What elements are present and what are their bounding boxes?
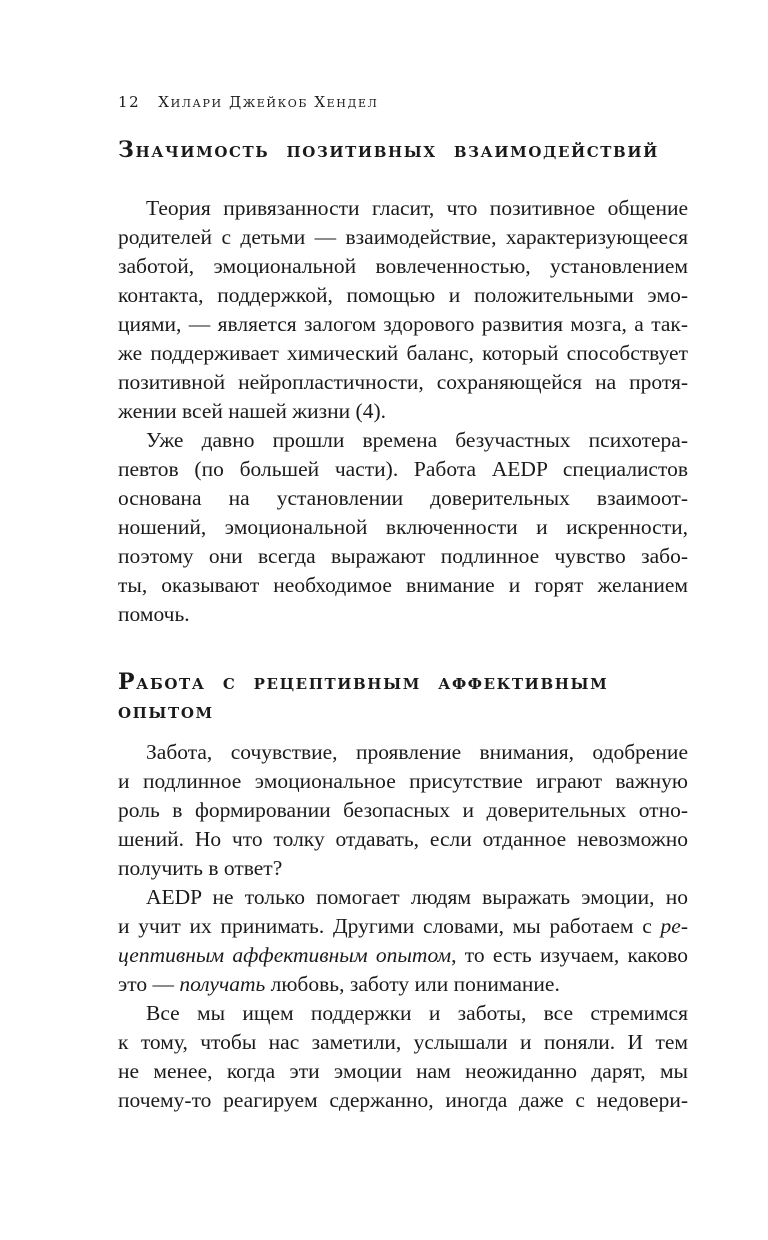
text-run: , то есть изучаем, каково: [451, 943, 689, 967]
text-line: родителей с детьми — взаимодействие, характеризующееся: [118, 225, 688, 249]
text-line: циями, — является залогом здорового развития мозга, а так-: [118, 312, 688, 336]
section-title-line: Работа с рецептивным аффективным: [118, 669, 609, 695]
running-head-author: Хилари Джейкоб Хендел: [158, 93, 379, 111]
text-line: [118, 912, 688, 941]
running-head: [118, 93, 688, 115]
book-page: [118, 0, 688, 1240]
section-title-line: опытом: [118, 698, 214, 724]
text-line: Забота, сочувствие, проявление внимания, одобрение: [146, 740, 688, 764]
text-line: [118, 970, 688, 999]
text-line: позитивной нейропластичности, сохраняющейся на протя-: [118, 370, 688, 394]
text-line: заботой, эмоциональной вовлеченностью, установлением: [118, 254, 688, 278]
text-run: и учит их принимать. Другими словами, мы работаем с: [118, 914, 661, 938]
italic-run: ре-: [660, 914, 688, 938]
text-run: это —: [118, 972, 180, 996]
italic-run: получать: [179, 972, 266, 996]
text-line: почему-то реагируем сдержанно, иногда даже с недовери-: [118, 1088, 688, 1112]
page-number: 12: [118, 93, 141, 111]
text-run: любовь, заботу или понимание.: [270, 972, 560, 996]
text-line: ношений, эмоциональной включенности и искренности,: [118, 515, 688, 539]
italic-run: цептивным аффективным опытом: [118, 943, 452, 967]
text-line: ты, оказывают необходимое внимание и горят желанием: [118, 573, 688, 597]
text-line: Все мы ищем поддержки и заботы, все стремимся: [146, 1001, 688, 1025]
text-line: певтов (по большей части). Работа AEDP специалистов: [118, 457, 688, 481]
text-line: к тому, чтобы нас заметили, услышали и поняли. И тем: [118, 1030, 688, 1054]
text-line: же поддерживает химический баланс, который способствует: [118, 341, 688, 365]
text-line: Теория привязанности гласит, что позитивное общение: [146, 196, 688, 220]
text-line: основана на установлении доверительных взаимоот-: [118, 486, 688, 510]
section-title: [118, 668, 688, 726]
text-line: не менее, когда эти эмоции нам неожиданно дарят, мы: [118, 1059, 688, 1083]
text-line: помочь.: [118, 602, 190, 626]
text-line: жении всей нашей жизни (4).: [118, 399, 386, 423]
text-line: получить в ответ?: [118, 856, 283, 880]
text-line: шений. Но что толку отдавать, если отданное невозможно: [118, 827, 688, 851]
text-line: AEDP не только помогает людям выражать эмоции, но: [146, 885, 688, 909]
text-line: контакта, поддержкой, помощью и положительными эмо-: [118, 283, 688, 307]
text-line: [118, 941, 688, 970]
text-line: и подлинное эмоциональное присутствие играют важную: [118, 769, 688, 793]
text-line: роль в формировании безопасных и доверительных отно-: [118, 798, 688, 822]
text-line: Уже давно прошли времена безучастных психотера-: [146, 428, 688, 452]
section-title: Значимость позитивных взаимодействий: [118, 137, 659, 163]
text-line: поэтому они всегда выражают подлинное чувство забо-: [118, 544, 688, 568]
